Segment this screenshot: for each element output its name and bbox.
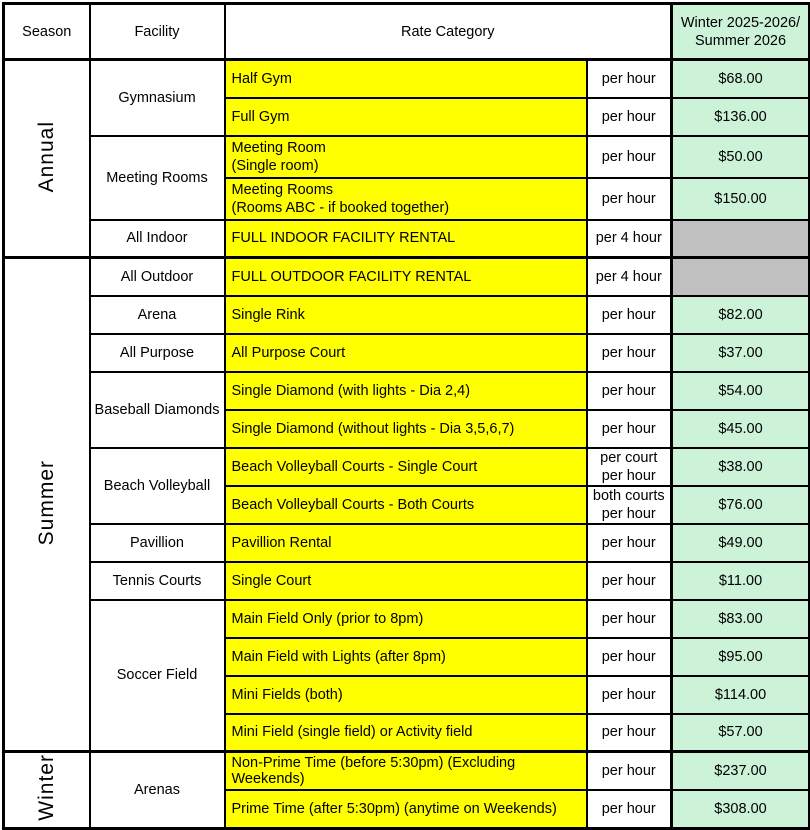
table-row xyxy=(4,752,810,791)
facility-cell-soccer-field: Soccer Field xyxy=(90,600,225,752)
unit-cell: per hour xyxy=(587,752,672,791)
rate-category-cell: Main Field Only (prior to 8pm) xyxy=(225,600,587,638)
rate-category-cell xyxy=(225,178,587,220)
unit-cell: per hour xyxy=(587,372,672,410)
rate-category-cell: Prime Time (after 5:30pm) (anytime on Weekends) xyxy=(225,790,587,828)
price-cell: $76.00 xyxy=(672,486,810,524)
price-cell: $114.00 xyxy=(672,676,810,714)
price-cell: $50.00 xyxy=(672,136,810,178)
header-rate-category: Rate Category xyxy=(225,4,672,60)
price-cell-empty xyxy=(672,220,810,258)
rate-category-cell: Full Gym xyxy=(225,98,587,136)
rate-category-line1: Meeting Room xyxy=(231,139,326,156)
facility-cell-arenas: Arenas xyxy=(90,752,225,829)
unit-cell: per hour xyxy=(587,60,672,98)
facility-cell-baseball-diamonds: Baseball Diamonds xyxy=(90,372,225,448)
rate-category-cell: Single Court xyxy=(225,562,587,600)
price-cell: $37.00 xyxy=(672,334,810,372)
season-cell-annual xyxy=(4,60,90,258)
unit-cell xyxy=(587,448,672,486)
season-label-annual: Annual xyxy=(34,120,58,193)
unit-cell: per hour xyxy=(587,178,672,220)
header-price-line2: Summer 2026 xyxy=(694,32,787,49)
rate-category-cell: Non-Prime Time (before 5:30pm) (Excluding Weekends) xyxy=(225,752,587,791)
unit-cell: per hour xyxy=(587,98,672,136)
facility-cell-all-indoor: All Indoor xyxy=(90,220,225,258)
unit-cell xyxy=(587,486,672,524)
rate-category-cell: Main Field with Lights (after 8pm) xyxy=(225,638,587,676)
header-season: Season xyxy=(4,4,90,60)
rate-category-cell: FULL INDOOR FACILITY RENTAL xyxy=(225,220,587,258)
price-cell: $49.00 xyxy=(672,524,810,562)
unit-line1: both courts xyxy=(592,487,665,504)
unit-cell: per 4 hour xyxy=(587,220,672,258)
unit-cell: per hour xyxy=(587,676,672,714)
price-cell: $54.00 xyxy=(672,372,810,410)
unit-cell: per hour xyxy=(587,136,672,178)
season-cell-winter xyxy=(4,752,90,829)
rate-category-cell: Mini Field (single field) or Activity field xyxy=(225,714,587,752)
table-row xyxy=(4,524,810,562)
price-cell: $82.00 xyxy=(672,296,810,334)
price-cell: $237.00 xyxy=(672,752,810,791)
price-cell-empty xyxy=(672,258,810,296)
facility-cell-meeting-rooms: Meeting Rooms xyxy=(90,136,225,220)
unit-cell: per hour xyxy=(587,714,672,752)
price-cell: $95.00 xyxy=(672,638,810,676)
unit-cell: per hour xyxy=(587,562,672,600)
facility-cell-tennis-courts: Tennis Courts xyxy=(90,562,225,600)
table-row xyxy=(4,258,810,296)
table-row xyxy=(4,600,810,638)
rate-category-cell: Pavillion Rental xyxy=(225,524,587,562)
unit-cell: per hour xyxy=(587,296,672,334)
table-row xyxy=(4,334,810,372)
price-cell: $57.00 xyxy=(672,714,810,752)
rate-category-cell: Single Diamond (without lights - Dia 3,5,6,7) xyxy=(225,410,587,448)
table-row xyxy=(4,372,810,410)
table-row xyxy=(4,448,810,486)
rate-category-line2: (Single room) xyxy=(231,157,319,174)
rate-category-cell xyxy=(225,136,587,178)
unit-cell: per hour xyxy=(587,410,672,448)
table-row xyxy=(4,296,810,334)
rate-category-cell: Single Diamond (with lights - Dia 2,4) xyxy=(225,372,587,410)
unit-cell: per hour xyxy=(587,600,672,638)
unit-cell: per hour xyxy=(587,638,672,676)
unit-cell: per 4 hour xyxy=(587,258,672,296)
price-cell: $38.00 xyxy=(672,448,810,486)
facility-cell-all-purpose: All Purpose xyxy=(90,334,225,372)
rate-category-cell: Beach Volleyball Courts - Both Courts xyxy=(225,486,587,524)
rate-category-line1: Meeting Rooms xyxy=(231,181,334,198)
header-row xyxy=(4,4,810,60)
unit-line2: per hour xyxy=(601,467,656,484)
price-cell: $11.00 xyxy=(672,562,810,600)
facility-cell-arena: Arena xyxy=(90,296,225,334)
facility-rates-table xyxy=(2,2,810,830)
facility-cell-beach-volleyball: Beach Volleyball xyxy=(90,448,225,524)
facility-cell-gymnasium: Gymnasium xyxy=(90,60,225,136)
rate-category-cell: All Purpose Court xyxy=(225,334,587,372)
price-cell: $136.00 xyxy=(672,98,810,136)
rate-category-cell: Single Rink xyxy=(225,296,587,334)
season-label-winter: Winter xyxy=(34,754,58,822)
rate-category-cell: Mini Fields (both) xyxy=(225,676,587,714)
season-label-summer: Summer xyxy=(34,459,58,546)
unit-cell: per hour xyxy=(587,334,672,372)
header-price-line1: Winter 2025-2026/ xyxy=(680,14,801,31)
rate-category-cell: Half Gym xyxy=(225,60,587,98)
unit-cell: per hour xyxy=(587,524,672,562)
price-cell: $45.00 xyxy=(672,410,810,448)
unit-line2: per hour xyxy=(601,505,656,522)
unit-line1: per court xyxy=(600,449,658,466)
table-row xyxy=(4,562,810,600)
unit-cell: per hour xyxy=(587,790,672,828)
header-facility: Facility xyxy=(90,4,225,60)
rate-category-cell: FULL OUTDOOR FACILITY RENTAL xyxy=(225,258,587,296)
rate-category-line2: (Rooms ABC - if booked together) xyxy=(231,199,450,216)
season-cell-summer xyxy=(4,258,90,752)
table-row xyxy=(4,60,810,98)
facility-cell-pavillion: Pavillion xyxy=(90,524,225,562)
price-cell: $83.00 xyxy=(672,600,810,638)
header-price-period xyxy=(672,4,810,60)
price-cell: $68.00 xyxy=(672,60,810,98)
table-row xyxy=(4,220,810,258)
rate-category-cell: Beach Volleyball Courts - Single Court xyxy=(225,448,587,486)
facility-cell-all-outdoor: All Outdoor xyxy=(90,258,225,296)
price-cell: $150.00 xyxy=(672,178,810,220)
table-row xyxy=(4,136,810,178)
price-cell: $308.00 xyxy=(672,790,810,828)
